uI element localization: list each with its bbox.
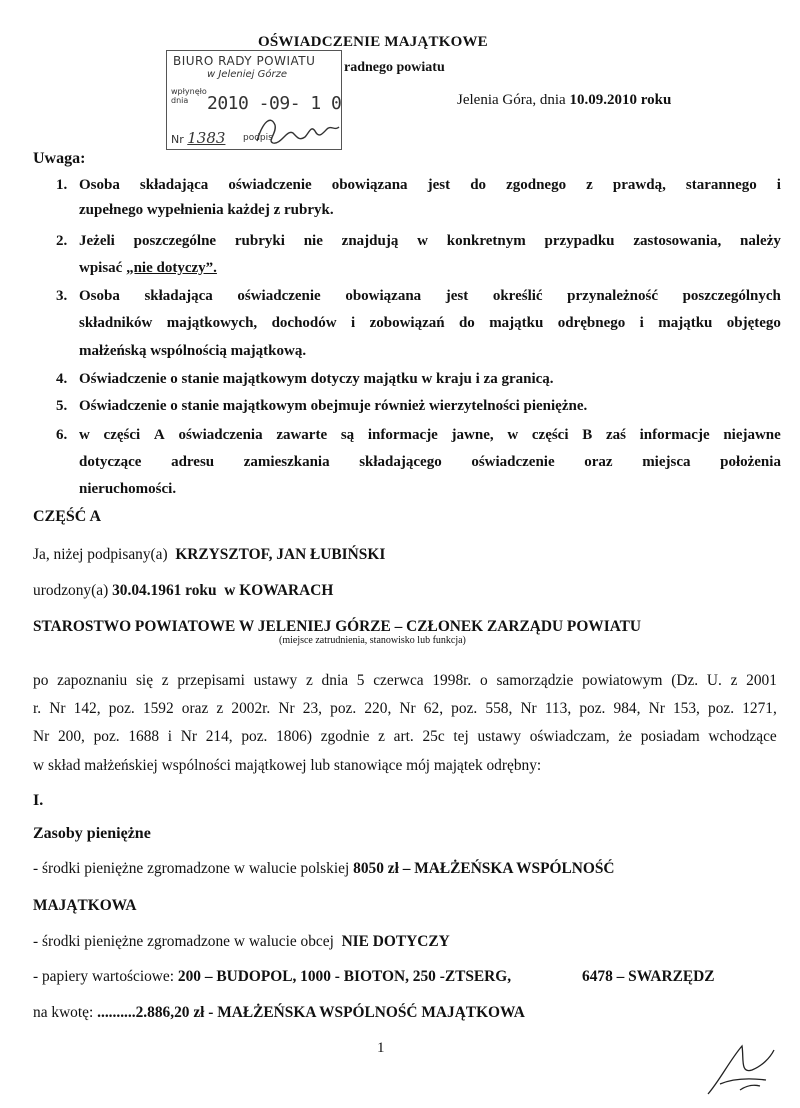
uwaga-item-line <box>79 288 781 305</box>
born-w: w <box>224 582 236 599</box>
stamp-signature-icon <box>253 111 343 147</box>
word: z <box>216 700 224 717</box>
dateline-prefix: Jelenia Góra, dnia <box>457 92 570 108</box>
stamp-dnia: dnia <box>171 96 189 105</box>
signature-icon <box>700 1040 780 1105</box>
word: 984, <box>613 700 641 717</box>
amount-line <box>33 1004 525 1022</box>
word: po <box>33 672 49 689</box>
word: oraz <box>584 454 613 470</box>
word: oraz <box>181 700 209 717</box>
word: 23, <box>302 700 323 717</box>
word: zaś <box>605 427 626 443</box>
pln-line <box>33 860 615 878</box>
signed-label: Ja, niżej podpisany(a) <box>33 546 168 563</box>
word: w <box>79 427 90 443</box>
word: części <box>531 427 569 443</box>
word: i <box>167 728 173 745</box>
employment: STAROSTWO POWIATOWE W JELENIEJ GÓRZE – CZŁONEK ZARZĄDU POWIATU <box>33 618 642 635</box>
word: części <box>103 427 141 443</box>
uwaga-label: Uwaga: <box>33 150 86 167</box>
word: o <box>480 672 488 689</box>
word: składników <box>79 315 153 331</box>
word: przepisami <box>177 672 245 689</box>
word: Jeżeli <box>79 233 115 249</box>
word: powiatowym <box>582 672 663 689</box>
word: poz. <box>708 700 735 717</box>
word: Nr <box>33 728 50 745</box>
uwaga-item-line: zupełnego wypełnienia każdej z rubryk. <box>79 202 334 218</box>
word: że <box>618 728 633 745</box>
uwaga-item-number: 1. <box>56 177 68 193</box>
roman-one: I. <box>33 792 44 809</box>
word: poszczególne <box>133 233 217 249</box>
word: oświadczenie <box>237 288 321 304</box>
word: 1271, <box>742 700 777 717</box>
word: zawarte <box>276 427 328 443</box>
word: do <box>470 177 487 193</box>
word: odrębnego <box>557 315 626 331</box>
uwaga-item-line <box>79 177 781 194</box>
word: Nr <box>648 700 665 717</box>
word: z <box>586 177 593 193</box>
word: z <box>305 672 313 689</box>
word: Nr <box>49 700 66 717</box>
uwaga-item-line <box>79 427 781 444</box>
word: zastosowania, <box>633 233 722 249</box>
word: przypadku <box>544 233 615 249</box>
word: informacje <box>367 427 438 443</box>
word: informacje <box>639 427 710 443</box>
paragraph-line <box>33 700 777 718</box>
uwaga-item-number: 6. <box>56 427 68 443</box>
uwaga-item-line: małżeńską wspólnością majątkową. <box>79 343 307 359</box>
word: poz. <box>579 700 606 717</box>
word: U. <box>706 672 722 689</box>
part-a-heading: CZĘŚĆ A <box>33 508 102 525</box>
word: czerwca <box>373 672 424 689</box>
born-label: urodzony(a) <box>33 582 109 599</box>
word: Osoba <box>79 177 120 193</box>
born-date: 30.04.1961 roku <box>112 582 217 599</box>
word: starannego <box>685 177 757 193</box>
word: adresu <box>171 454 215 470</box>
word: 220, <box>364 700 392 717</box>
word: zamieszkania <box>243 454 330 470</box>
pln-value-cont: MAJĄTKOWA <box>33 897 137 914</box>
word: objętego <box>726 315 781 331</box>
born-place: KOWARACH <box>239 582 334 599</box>
word: nie <box>303 233 323 249</box>
word: 2002r. <box>231 700 271 717</box>
securities-line <box>33 968 511 986</box>
word: tej <box>453 728 469 745</box>
word: Nr <box>399 700 416 717</box>
word: z <box>378 728 385 745</box>
word: dnia <box>321 672 349 689</box>
stamp-received-label <box>171 87 207 105</box>
stamp-line2: w Jeleniej Górze <box>207 69 287 80</box>
stamp-line1: BIURO RADY POWIATU <box>173 54 316 68</box>
word: przynależność <box>567 288 658 304</box>
word: i <box>351 315 356 331</box>
uwaga-item-line <box>79 233 781 250</box>
word: poz. <box>451 700 478 717</box>
born-line <box>33 582 333 600</box>
word: 1998r. <box>432 672 472 689</box>
word: z <box>161 672 169 689</box>
word: składająca <box>139 177 209 193</box>
securities-value2: 6478 – SWARZĘDZ <box>582 968 715 985</box>
word: poz. <box>330 700 357 717</box>
stamp-nr-value: 1383 <box>187 129 226 147</box>
word: oświadczam, <box>529 728 610 745</box>
word: (Dz. <box>671 672 699 689</box>
uwaga-item-line: Oświadczenie o stanie majątkowym dotyczy majątku w kraju i za granicą. <box>79 371 554 387</box>
word: prawdą, <box>612 177 666 193</box>
word: oświadczenie <box>471 454 555 470</box>
word: ustawy <box>253 672 298 689</box>
uwaga-item-prefix: wpisać <box>79 260 127 276</box>
nie-dotyczy-quote: „nie dotyczy”. <box>126 260 217 276</box>
employment-caption: (miejsce zatrudnienia, stanowisko lub funkcja) <box>279 635 466 646</box>
word: 1592 <box>142 700 174 717</box>
word: 62, <box>423 700 444 717</box>
foreign-value: NIE DOTYCZY <box>341 933 450 950</box>
word: składająca <box>144 288 213 304</box>
word: Nr <box>278 700 295 717</box>
uwaga-item-line <box>79 454 781 471</box>
word: zgodnego <box>506 177 567 193</box>
zasoby-heading: Zasoby pieniężne <box>33 825 151 842</box>
word: i <box>776 177 781 193</box>
uwaga-item-line: Oświadczenie o stanie majątkowym obejmuje również wierzytelności pieniężne. <box>79 398 588 414</box>
word: położenia <box>720 454 781 470</box>
word: Nr <box>180 728 198 745</box>
pln-value: 8050 zł – MAŁŻEŃSKA WSPÓLNOŚĆ <box>353 860 615 877</box>
dateline-suffix: roku <box>636 92 672 108</box>
word: 5 <box>356 672 365 689</box>
foreign-line <box>33 933 450 951</box>
word: 142, <box>73 700 101 717</box>
word: jawne, <box>451 427 494 443</box>
word: rubryki <box>234 233 285 249</box>
word: znajdują <box>341 233 399 249</box>
word: 1806) <box>276 728 313 745</box>
word: poz. <box>241 728 268 745</box>
word: majątku <box>658 315 713 331</box>
word: Osoba <box>79 288 120 304</box>
word: oświadczenia <box>178 427 263 443</box>
word: A <box>153 427 165 443</box>
word: jest <box>445 288 469 304</box>
word: B <box>582 427 593 443</box>
securities-label: - papiery wartościowe: <box>33 968 175 985</box>
word: ustawy <box>477 728 522 745</box>
word: obowiązana <box>345 288 422 304</box>
signed-line <box>33 546 385 564</box>
amount-value: ..........2.886,20 zł - MAŁŻEŃSKA WSPÓLNOŚĆ MAJĄTKOWA <box>97 1004 525 1021</box>
word: do <box>458 315 475 331</box>
word: art. <box>393 728 414 745</box>
uwaga-item-number: 5. <box>56 398 68 414</box>
uwaga-item-number: 3. <box>56 288 68 304</box>
word: posiadam <box>640 728 700 745</box>
word: składającego <box>359 454 442 470</box>
document-subtitle: radnego powiatu <box>344 60 445 75</box>
dateline <box>457 92 671 109</box>
amount-label: na kwotę: <box>33 1004 94 1021</box>
paragraph-line: w skład małżeńskiej wspólności majątkowej lub stanowiące mój majątek odrębny: <box>33 757 542 774</box>
word: majątku <box>489 315 544 331</box>
pln-label: - środki pieniężne zgromadzone w walucie polskiej <box>33 860 350 877</box>
word: poz. <box>93 728 120 745</box>
word: w <box>507 427 519 443</box>
word: z <box>730 672 738 689</box>
word: samorządzie <box>496 672 574 689</box>
word: dotyczące <box>79 454 142 470</box>
word: 558, <box>485 700 513 717</box>
word: zapoznaniu <box>57 672 128 689</box>
uwaga-item-number: 2. <box>56 233 68 249</box>
registry-stamp <box>166 50 342 150</box>
stamp-wplynelo: wpłynęło <box>171 87 207 96</box>
word: w <box>417 233 428 249</box>
word: należy <box>740 233 781 249</box>
word: 113, <box>544 700 572 717</box>
dateline-date: 10.09.2010 <box>569 92 637 108</box>
document-title: OŚWIADCZENIE MAJĄTKOWE <box>258 34 488 50</box>
word: majątkowych, <box>166 315 258 331</box>
page-number: 1 <box>377 1040 385 1056</box>
word: 200, <box>57 728 85 745</box>
word: Nr <box>520 700 537 717</box>
securities-value: 200 – BUDOPOL, 1000 - BIOTON, 250 -ZTSERG, <box>177 968 512 985</box>
word: dochodów <box>271 315 337 331</box>
word: miejsca <box>642 454 691 470</box>
word: i <box>639 315 644 331</box>
word: się <box>135 672 154 689</box>
word: poz. <box>108 700 135 717</box>
stamp-nr <box>171 129 225 147</box>
word: oświadczenie <box>228 177 312 193</box>
declarant-name: KRZYSZTOF, JAN ŁUBIŃSKI <box>175 546 386 563</box>
paragraph-line <box>33 672 777 690</box>
word: 153, <box>672 700 700 717</box>
uwaga-item-line <box>79 260 217 277</box>
paragraph-line <box>33 728 777 746</box>
stamp-podpis: podpis <box>243 133 273 143</box>
word: 2001 <box>746 672 777 689</box>
word: 1688 <box>128 728 160 745</box>
word: poszczególnych <box>682 288 781 304</box>
word: jest <box>427 177 451 193</box>
word: niejawne <box>723 427 781 443</box>
word: zgodnie <box>320 728 370 745</box>
word: są <box>340 427 355 443</box>
word: r. <box>33 700 42 717</box>
word: 214, <box>205 728 233 745</box>
foreign-label: - środki pieniężne zgromadzone w walucie obcej <box>33 933 334 950</box>
uwaga-item-line: nieruchomości. <box>79 481 177 497</box>
uwaga-item-line <box>79 315 781 332</box>
stamp-date: 2010 -09- 1 0 <box>207 93 342 114</box>
uwaga-item-number: 4. <box>56 371 68 387</box>
word: określić <box>492 288 543 304</box>
word: wchodzące <box>708 728 777 745</box>
word: obowiązana <box>331 177 408 193</box>
stamp-nr-label: Nr <box>171 133 184 146</box>
word: konkretnym <box>446 233 526 249</box>
word: 25c <box>422 728 445 745</box>
word: zobowiązań <box>369 315 445 331</box>
